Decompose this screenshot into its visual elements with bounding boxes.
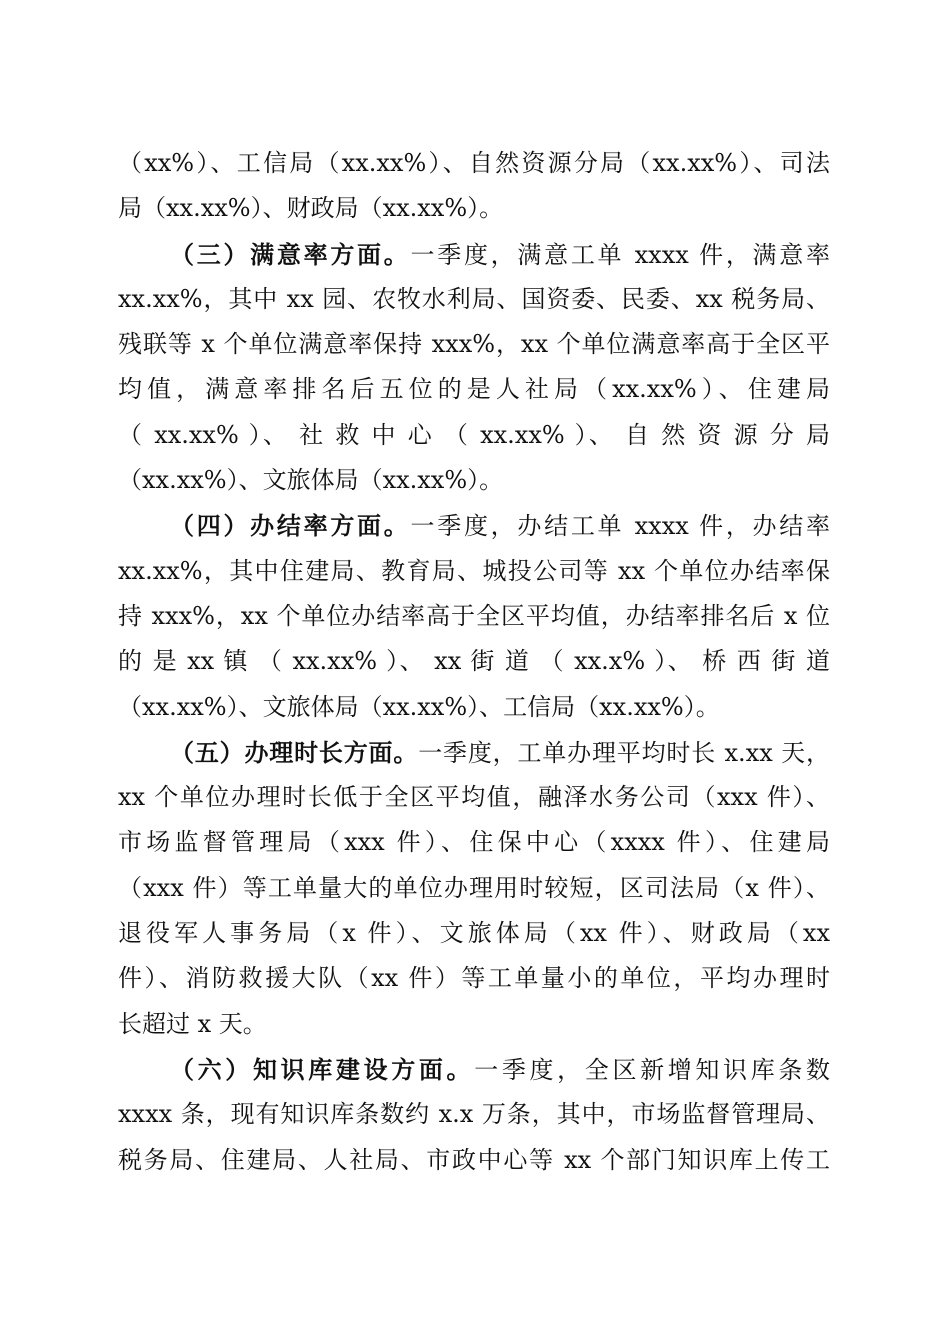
text-line: （xx.xx%）、文旅体局（xx.xx%）、工信局（xx.xx%）。 [118,692,720,721]
section-six-first-line [118,1047,830,1092]
section-four-first-line [118,503,830,548]
text-line: 的 是 xx 镇 （ xx.xx% ）、 xx 街 道 （ xx.x% ）、 桥 西 街 道 [118,647,830,676]
section-five-first-line [118,730,830,775]
text-line: （xx%）、工信局（xx.xx%）、自然资源分局（xx.xx%）、司法 [118,149,830,177]
section-heading-three: （三）满意率方面。 [170,239,411,269]
text-line: 局（xx.xx%）、财政局（xx.xx%）。 [118,194,504,223]
text-line: xxxx 条，现有知识库条数约 x.x 万条，其中，市场监督管理局、 [118,1100,830,1129]
text-run: 一季度，满意工单 xxxx 件，满意率 [410,240,830,269]
text-line: 市场监督管理局（xxx 件）、住保中心（xxxx 件）、住建局 [118,828,830,857]
text-line: 税务局、住建局、人社局、市政中心等 xx 个部门知识库上传工 [118,1145,830,1174]
text-line: （xxx 件）等工单量大的单位办理用时较短，区司法局（x 件）、 [118,873,830,902]
text-line: xx 个单位办理时长低于全区平均值，融泽水务公司（xxx 件）、 [118,783,830,812]
text-run: 一季度，办结工单 xxxx 件，办结率 [410,512,830,541]
text-run: 一季度，工单办理平均时长 x.xx 天， [418,738,830,767]
text-line: xx.xx%，其中住建局、教育局、城投公司等 xx 个单位办结率保 [118,556,830,585]
text-line: （xx.xx%）、文旅体局（xx.xx%）。 [118,466,504,495]
text-line: （ xx.xx% ）、 社 救 中 心 （ xx.xx% ）、 自 然 资 源 分 局 [118,420,830,449]
text-line: 退役军人事务局（x 件）、文旅体局（xx 件）、财政局（xx [118,919,830,948]
text-line: 长超过 x 天。 [118,1009,267,1038]
section-heading-four: （四）办结率方面。 [170,511,411,541]
text-line: 均值，满意率排名后五位的是人社局（xx.xx%）、住建局 [118,375,830,404]
body-text [118,141,830,1183]
text-line: 件）、消防救援大队（xx 件）等工单量小的单位，平均办理时 [118,964,830,993]
section-three-first-line [118,232,830,277]
text-line: xx.xx%，其中 xx 园、农牧水利局、国资委、民委、xx 税务局、 [118,284,830,313]
text-line: 残联等 x 个单位满意率保持 xxx%，xx 个单位满意率高于全区平 [118,330,830,359]
section-heading-six: （六）知识库建设方面。 [170,1054,475,1084]
section-heading-five: （五）办理时长方面。 [170,737,419,767]
text-run: 一季度，全区新增知识库条数 [474,1055,830,1084]
text-line: 持 xxx%，xx 个单位办结率高于全区平均值，办结率排名后 x 位 [118,601,830,630]
